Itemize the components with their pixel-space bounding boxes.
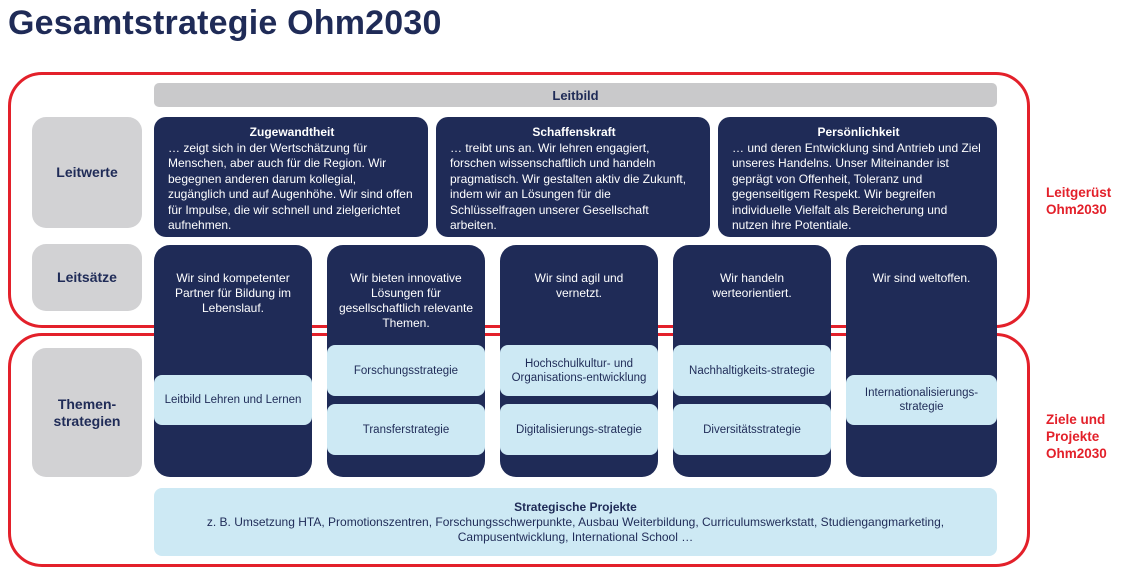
value-title: Persönlichkeit <box>817 125 900 139</box>
side-label-ziele-line3: Ohm2030 <box>1046 446 1107 461</box>
row-label-leitwerte: Leitwerte <box>32 117 142 228</box>
strategic-projects-box <box>154 488 997 556</box>
value-box-zugewandtheit <box>154 117 428 237</box>
strategy-internationalisierung: Internationalisierungs-strategie <box>846 375 997 425</box>
page-title: Gesamtstrategie Ohm2030 <box>8 4 442 42</box>
principle-text: Wir sind kompetenter Partner für Bildung im Lebenslauf. <box>174 271 292 315</box>
projects-title: Strategische Projekte <box>514 500 637 514</box>
side-label-leitgeruest-line1: Leitgerüst <box>1046 185 1112 200</box>
side-label-ziele-line1: Ziele und <box>1046 412 1106 427</box>
leitbild-bar: Leitbild <box>154 83 997 107</box>
value-text: … zeigt sich in der Wertschätzung für Menschen, aber auch für die Region. Wir begegnen anderen darum kollegial, zugänglich und auf Augenhöhe. Wir sind offen für Impulse, die wir schnell und zielgerichtet aufnehmen. <box>168 140 413 232</box>
side-label-leitgeruest-line2: Ohm2030 <box>1046 202 1107 217</box>
side-label-ziele-line2: Projekte <box>1046 429 1100 444</box>
side-label-ziele <box>1046 411 1136 462</box>
row-label-themen-line1: Themen- <box>57 395 117 412</box>
strategy-forschung: Forschungsstrategie <box>327 345 485 396</box>
value-box-schaffenskraft <box>436 117 710 237</box>
principle-text: Wir handeln werteorientiert. <box>712 271 792 300</box>
strategy-nachhaltigkeit: Nachhaltigkeits-strategie <box>673 345 831 396</box>
strategy-transfer: Transferstrategie <box>327 404 485 455</box>
principle-text: Wir sind agil und vernetzt. <box>534 271 624 300</box>
side-label-leitgeruest <box>1046 184 1136 218</box>
value-box-persoenlichkeit <box>718 117 997 237</box>
projects-text: z. B. Umsetzung HTA, Promotionszentren, Forschungsschwerpunkte, Ausbau Weiterbildung, Curriculumswerkstatt, Studiengangmarketing, Campusentwicklung, International School … <box>206 515 945 544</box>
row-label-themen-line2: strategien <box>53 412 121 429</box>
principle-text: Wir bieten innovative Lösungen für gesellschaftlich relevante Themen. <box>338 271 474 330</box>
value-text: … treibt uns an. Wir lehren engagiert, forschen wissenschaftlich und handeln pragmatisch. Wir gestalten aktiv die Zukunft, indem wir an Lösungen für die Schlüsselfragen unserer Gesellschaft arbeiten. <box>450 140 687 232</box>
strategy-hochschulkultur: Hochschulkultur- und Organisations-entwicklung <box>500 345 658 396</box>
value-title: Schaffenskraft <box>532 125 616 139</box>
strategy-leitbild-lehren: Leitbild Lehren und Lernen <box>154 375 312 425</box>
value-text: … und deren Entwicklung sind Antrieb und Ziel unseres Handelns. Unser Miteinander ist geprägt von Offenheit, Toleranz und gegenseitigem Respekt. Wir begreifen individuelle Vielfalt als Bereicherung und nutzen ihre Potentiale. <box>732 140 981 232</box>
principle-column-1 <box>154 245 312 477</box>
strategy-diversitaet: Diversitätsstrategie <box>673 404 831 455</box>
row-label-themenstrategien <box>32 348 142 477</box>
value-title: Zugewandtheit <box>249 125 335 139</box>
principle-text: Wir sind weltoffen. <box>872 271 971 285</box>
row-label-leitsaetze: Leitsätze <box>32 244 142 311</box>
principle-column-5 <box>846 245 997 477</box>
strategy-digitalisierung: Digitalisierungs-strategie <box>500 404 658 455</box>
